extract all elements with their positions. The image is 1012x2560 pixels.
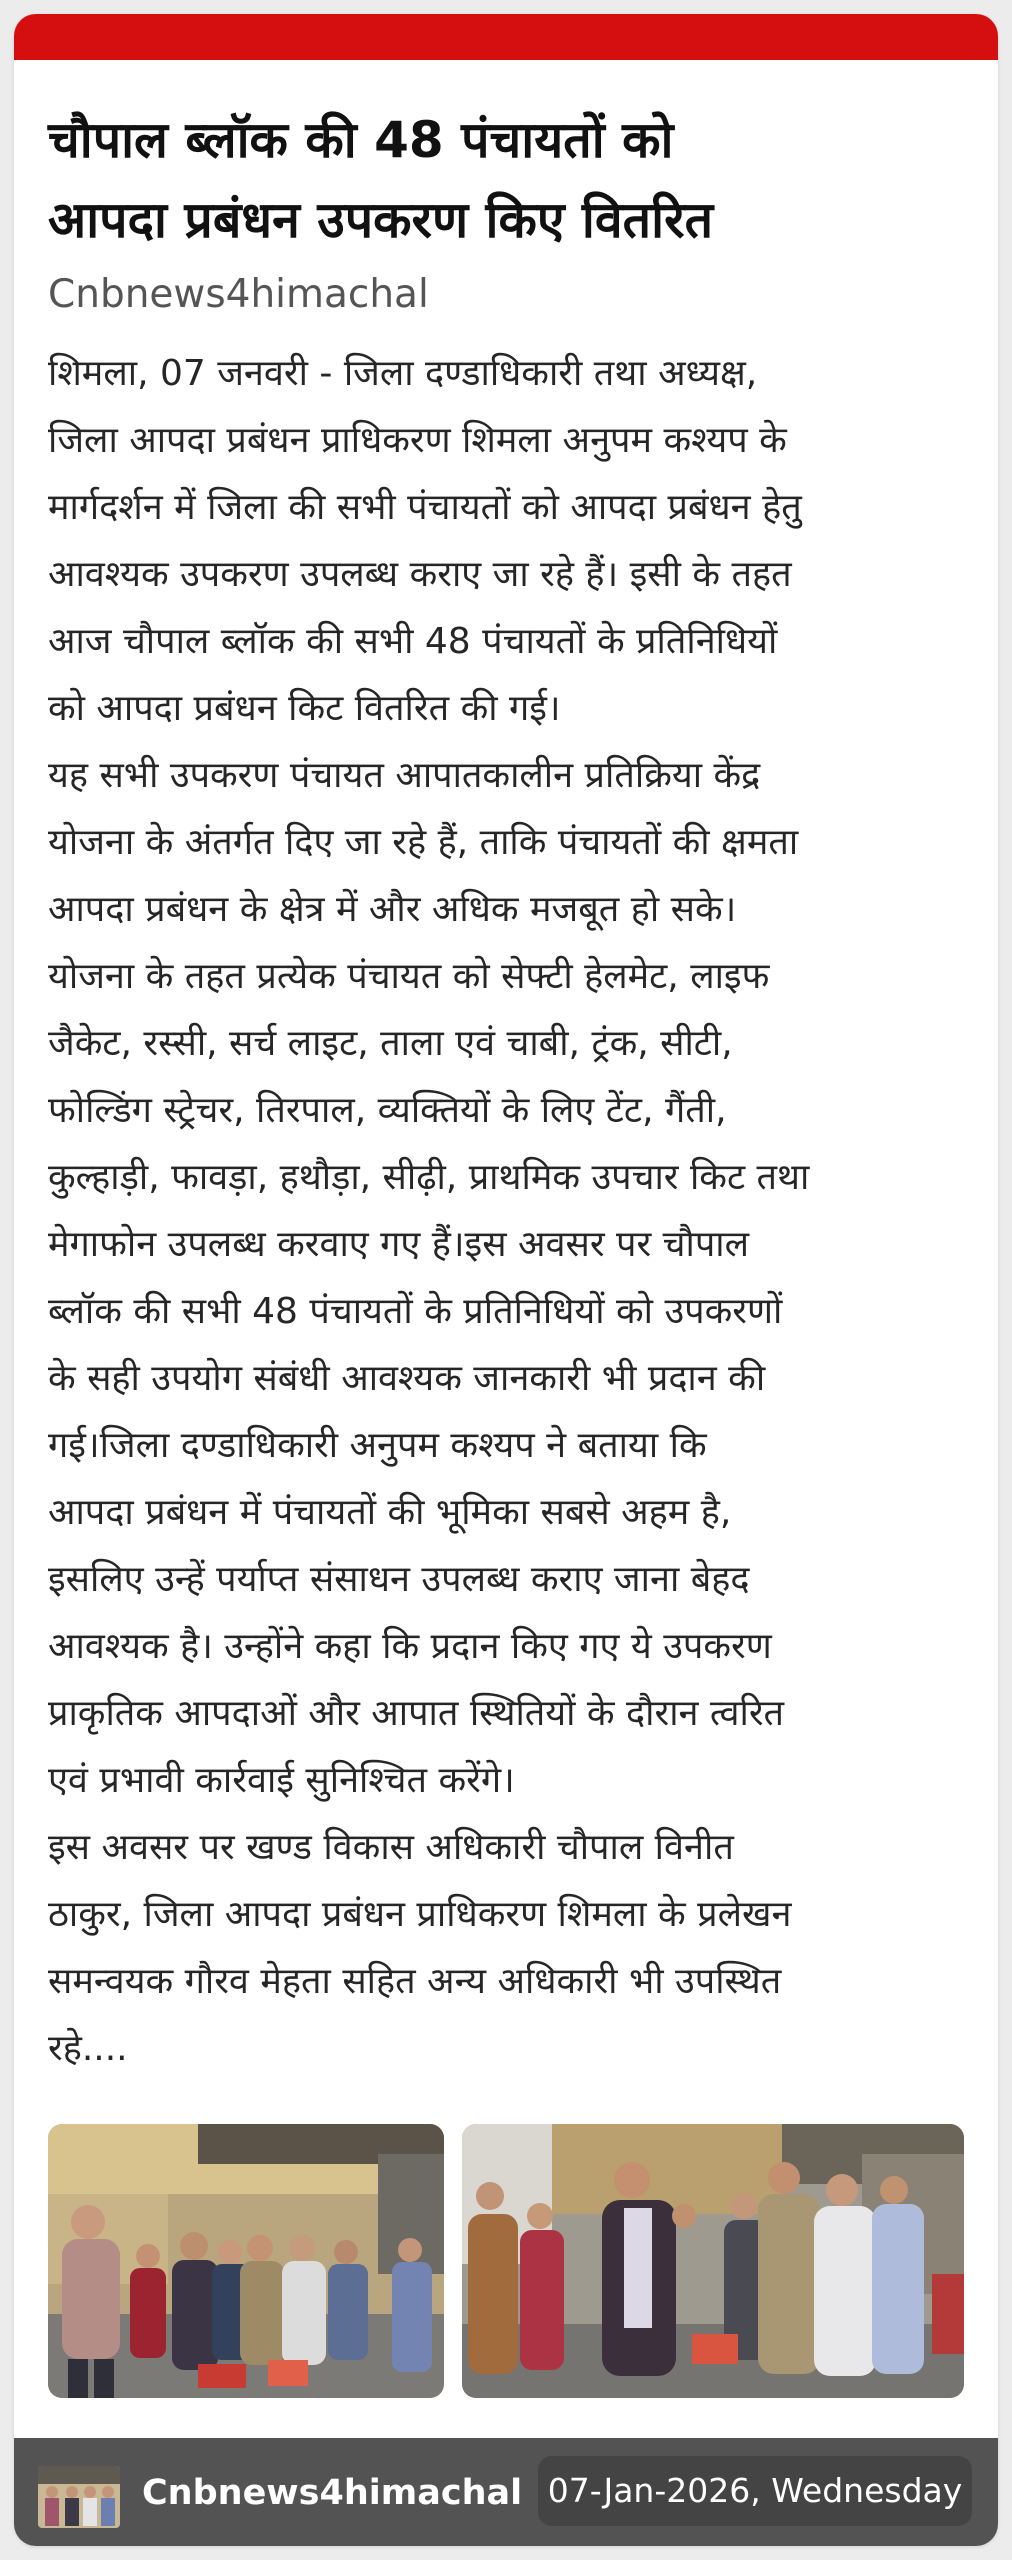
article-photo-2[interactable] <box>462 2124 964 2398</box>
date-badge: 07-Jan-2026, Wednesday <box>538 2456 972 2526</box>
channel-logo[interactable] <box>38 2466 120 2528</box>
accent-bar <box>14 14 998 60</box>
article-paragraph: यह सभी उपकरण पंचायत आपातकालीन प्रतिक्रिया केंद्र योजना के अंतर्गत दिए जा रहे हैं, ताकि पंचायतों की क्षमता आपदा प्रबंधन के क्षेत्र में और अधिक मजबूत हो सके। योजना के तहत प्रत्येक पंचायत को सेफ्टी हेलमेट, लाइफ जैकेट, रस्सी, सर्च लाइट, ताला एवं चाबी, ट्रंक, सीटी, फोल्डिंग स्ट्रेचर, तिरपाल, व्यक्तियों के लिए टेंट, गैंती, कुल्हाड़ी, फावड़ा, हथौड़ा, सीढ़ी, प्राथमिक उपचार किट तथा मेगाफोन उपलब्ध करवाए गए हैं।इस अवसर पर चौपाल ब्लॉक की सभी 48 पंचायतों के प्रतिनिधियों को उपकरणों के सही उपयोग संबंधी आवश्यक जानकारी भी प्रदान की गई।जिला दण्डाधिकारी अनुपम कश्यप ने बताया कि आपदा प्रबंधन में पंचायतों की भूमिका सबसे अहम है, इसलिए उन्हें पर्याप्त संसाधन उपलब्ध कराए जाना बेहद आवश्यक है। उन्होंने कहा कि प्रदान किए गए ये उपकरण प्राकृतिक आपदाओं और आपात स्थितियों के दौरान त्वरित एवं प्रभावी कार्रवाई सुनिश्चित करेंगे। <box>48 755 810 1801</box>
article-paragraph: इस अवसर पर खण्ड विकास अधिकारी चौपाल विनीत ठाकुर, जिला आपदा प्रबंधन प्राधिकरण शिमला के प्रलेखन समन्वयक गौरव मेहता सहित अन्य अधिकारी भी उपस्थित रहे.... <box>48 1827 792 2069</box>
article-headline: चौपाल ब्लॉक की 48 पंचायतों को आपदा प्रबंधन उपकरण किए वितरित <box>48 111 714 249</box>
article-source: Cnbnews4himachal <box>48 272 429 317</box>
article-photo-1[interactable] <box>48 2124 444 2398</box>
article-paragraph: शिमला, 07 जनवरी - जिला दण्डाधिकारी तथा अध्यक्ष, जिला आपदा प्रबंधन प्राधिकरण शिमला अनुपम कश्यप के मार्गदर्शन में जिला की सभी पंचायतों को आपदा प्रबंधन हेतु आवश्यक उपकरण उपलब्ध कराए जा रहे हैं। इसी के तहत आज चौपाल ब्लॉक की सभी 48 पंचायतों के प्रतिनिधियों को आपदा प्रबंधन किट वितरित की गई। <box>48 353 802 729</box>
article-body <box>48 340 983 2082</box>
footer-bar <box>14 2438 998 2546</box>
news-card <box>14 14 998 2546</box>
group-photo-image <box>462 2124 964 2398</box>
footer-brand-name[interactable]: Cnbnews4himachal <box>142 2473 523 2513</box>
group-photo-image <box>48 2124 444 2398</box>
channel-logo-image <box>38 2466 120 2528</box>
